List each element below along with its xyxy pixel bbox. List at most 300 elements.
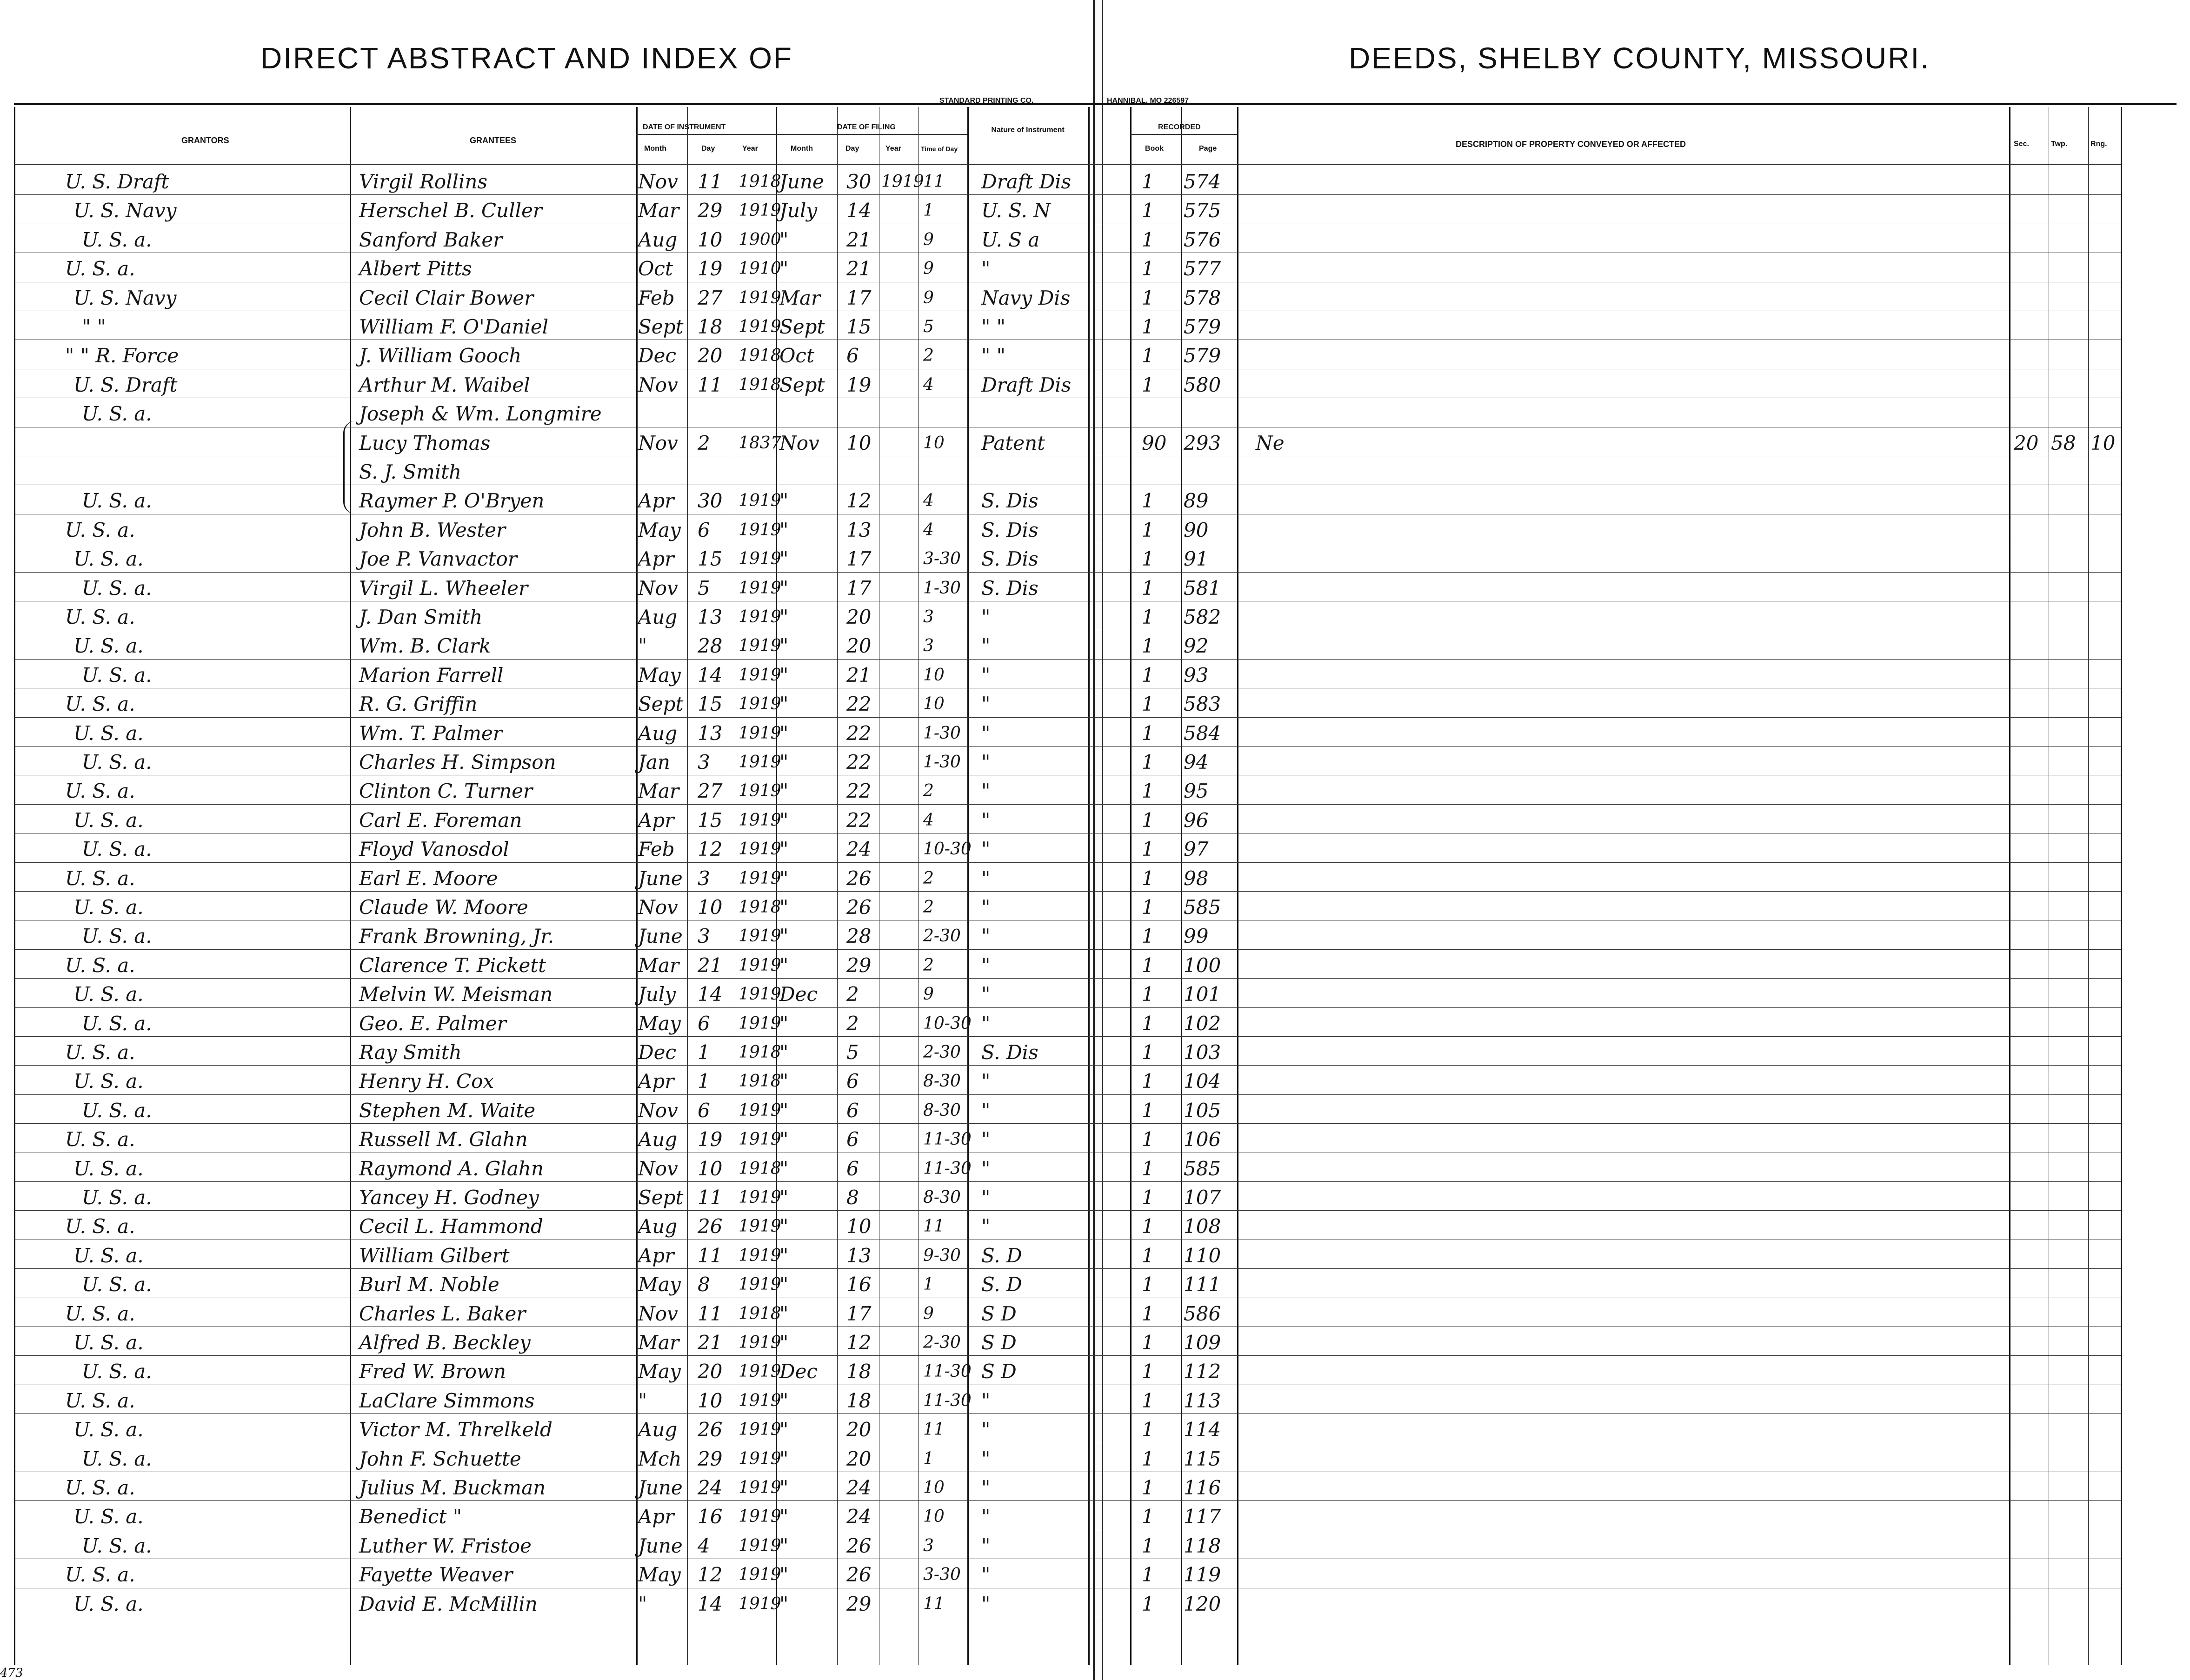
filing-time-cell: 10 bbox=[923, 433, 945, 453]
instrument-day-cell: 15 bbox=[698, 693, 723, 716]
grantee-cell: Russell M. Glahn bbox=[359, 1128, 528, 1151]
instrument-month-cell: " bbox=[638, 1592, 647, 1615]
grantor-cell: U. S. a. bbox=[82, 1186, 152, 1209]
page-cell: 579 bbox=[1184, 344, 1221, 367]
grantee-cell: Burl M. Noble bbox=[359, 1273, 499, 1296]
instrument-month-cell: Apr bbox=[638, 1070, 674, 1093]
grantor-cell: U. S. a. bbox=[65, 1302, 135, 1325]
instrument-day-cell: 26 bbox=[698, 1418, 723, 1441]
filing-time-cell: 3 bbox=[923, 607, 934, 627]
instrument-day-cell: 10 bbox=[698, 228, 723, 251]
book-cell: 1 bbox=[1142, 373, 1154, 396]
grantee-cell: Floyd Vanosdol bbox=[359, 838, 509, 861]
filing-day-cell: 10 bbox=[846, 431, 872, 454]
column-rule bbox=[1237, 107, 1238, 1665]
filing-day-cell: 21 bbox=[846, 257, 872, 280]
nature-cell: S D bbox=[981, 1331, 1017, 1354]
grantor-cell: U. S. a. bbox=[82, 1273, 152, 1296]
book-cell: 1 bbox=[1142, 1534, 1154, 1557]
book-cell: 1 bbox=[1142, 1041, 1154, 1064]
grantee-cell: David E. McMillin bbox=[359, 1592, 538, 1615]
instrument-year-cell: 1919 bbox=[739, 1188, 781, 1207]
filing-time-cell: 2 bbox=[923, 781, 934, 801]
filing-time-cell: 11 bbox=[923, 172, 945, 191]
grantor-cell: U. S. a. bbox=[82, 489, 152, 513]
grantee-cell: Marion Farrell bbox=[359, 663, 504, 687]
row-rule bbox=[14, 659, 2121, 660]
filing-month-cell: " bbox=[779, 1041, 789, 1064]
filing-month-cell: July bbox=[779, 199, 818, 222]
grantee-cell: R. G. Griffin bbox=[359, 693, 478, 716]
grantee-cell: S. J. Smith bbox=[359, 460, 462, 483]
book-cell: 1 bbox=[1142, 170, 1154, 193]
instrument-day-cell: 21 bbox=[698, 953, 723, 977]
instrument-year-cell: 1919 bbox=[739, 927, 781, 946]
filing-time-cell: 11 bbox=[923, 1420, 945, 1440]
page-cell: 577 bbox=[1184, 257, 1221, 280]
grantor-cell: U. S. a. bbox=[73, 983, 144, 1006]
page-cell: 111 bbox=[1184, 1273, 1221, 1296]
header-description: DESCRIPTION OF PROPERTY CONVEYED OR AFFECTED bbox=[1456, 140, 1686, 149]
grantee-cell: Stephen M. Waite bbox=[359, 1099, 536, 1122]
nature-cell: " " bbox=[981, 344, 1005, 367]
filing-time-cell: 2 bbox=[923, 955, 934, 975]
instrument-day-cell: 10 bbox=[698, 1389, 723, 1412]
filing-time-cell: 4 bbox=[923, 810, 934, 830]
grantor-cell: U. S. a. bbox=[65, 257, 135, 280]
instrument-day-cell: 3 bbox=[698, 867, 710, 890]
column-rule bbox=[837, 107, 838, 1665]
header-time-of-day: Time of Day bbox=[921, 145, 958, 153]
book-cell: 1 bbox=[1142, 1186, 1154, 1209]
nature-cell: " bbox=[981, 780, 991, 803]
filing-month-cell: " bbox=[779, 1186, 789, 1209]
instrument-month-cell: Mch bbox=[638, 1447, 682, 1470]
page-cell: 580 bbox=[1184, 373, 1221, 396]
grantor-cell: U. S. a. bbox=[65, 867, 135, 890]
book-cell: 1 bbox=[1142, 286, 1154, 309]
instrument-month-cell: Sept bbox=[638, 1186, 684, 1209]
instrument-year-cell: 1919 bbox=[739, 1246, 781, 1265]
column-rule bbox=[2088, 107, 2089, 1665]
filing-day-cell: 15 bbox=[846, 315, 872, 338]
grantor-cell: U. S. a. bbox=[82, 1099, 152, 1122]
instrument-year-cell: 1919 bbox=[739, 723, 781, 743]
nature-cell: S D bbox=[981, 1302, 1017, 1325]
grantor-cell: U. S. a. bbox=[73, 547, 144, 571]
rng-cell: 10 bbox=[2090, 431, 2116, 454]
filing-time-cell: 9 bbox=[923, 259, 934, 279]
filing-time-cell: 9 bbox=[923, 288, 934, 307]
nature-cell: " bbox=[981, 1447, 991, 1470]
filing-day-cell: 22 bbox=[846, 693, 872, 716]
filing-time-cell: 4 bbox=[923, 375, 934, 394]
page-edge-mark: 473 bbox=[0, 1666, 23, 1680]
book-cell: 1 bbox=[1142, 808, 1154, 832]
page-cell: 92 bbox=[1184, 634, 1209, 658]
book-cell: 1 bbox=[1142, 838, 1154, 861]
page-cell: 582 bbox=[1184, 606, 1221, 628]
instrument-year-cell: 1918 bbox=[739, 1304, 781, 1323]
filing-month-cell: " bbox=[779, 1099, 789, 1122]
nature-cell: " bbox=[981, 1592, 991, 1615]
instrument-year-cell: 1919 bbox=[739, 201, 781, 220]
instrument-day-cell: 8 bbox=[698, 1273, 710, 1296]
grantor-cell: U. S. a. bbox=[82, 663, 152, 687]
grantee-cell: Clinton C. Turner bbox=[359, 780, 533, 803]
filing-time-cell: 11-30 bbox=[923, 1362, 972, 1381]
nature-cell: " bbox=[981, 1476, 991, 1499]
book-cell: 1 bbox=[1142, 1360, 1154, 1383]
nature-cell: " bbox=[981, 606, 991, 628]
book-cell: 1 bbox=[1142, 606, 1154, 628]
grantor-cell: " " R. Force bbox=[65, 344, 179, 367]
nature-cell: " bbox=[981, 1070, 991, 1093]
book-cell: 1 bbox=[1142, 257, 1154, 280]
book-cell: 1 bbox=[1142, 228, 1154, 251]
instrument-year-cell: 1919 bbox=[739, 753, 781, 772]
nature-cell: " bbox=[981, 1505, 991, 1528]
page-cell: 102 bbox=[1184, 1012, 1221, 1035]
nature-cell: Draft Dis bbox=[981, 170, 1072, 193]
grantor-cell: U. S. a. bbox=[73, 1244, 144, 1267]
filing-day-cell: 6 bbox=[846, 1157, 859, 1180]
nature-cell: " bbox=[981, 808, 991, 832]
column-rule bbox=[687, 107, 688, 1665]
book-cell: 1 bbox=[1142, 721, 1154, 745]
instrument-year-cell: 1919 bbox=[739, 1217, 781, 1236]
grantor-cell: U. S. a. bbox=[82, 1447, 152, 1470]
grantor-cell: U. S. a. bbox=[73, 1418, 144, 1441]
filing-time-cell: 2 bbox=[923, 898, 934, 917]
grantee-cell: Lucy Thomas bbox=[359, 431, 491, 454]
page-cell: 100 bbox=[1184, 953, 1221, 977]
instrument-day-cell: 6 bbox=[698, 1099, 710, 1122]
filing-time-cell: 2-30 bbox=[923, 927, 961, 946]
grantee-cell: Fayette Weaver bbox=[359, 1563, 513, 1587]
header-date-of-instrument: DATE OF INSTRUMENT bbox=[643, 123, 726, 131]
filing-day-cell: 17 bbox=[846, 286, 872, 309]
page-cell: 103 bbox=[1184, 1041, 1221, 1064]
grantor-cell: U. S. a. bbox=[82, 751, 152, 773]
filing-day-cell: 24 bbox=[846, 838, 872, 861]
book-cell: 1 bbox=[1142, 867, 1154, 890]
grantee-cell: Cecil L. Hammond bbox=[359, 1215, 543, 1238]
page-cell: 96 bbox=[1184, 808, 1209, 832]
nature-cell: " bbox=[981, 953, 991, 977]
instrument-day-cell: 29 bbox=[698, 199, 723, 222]
instrument-year-cell: 1919 bbox=[739, 840, 781, 859]
instrument-year-cell: 1900 bbox=[739, 230, 781, 249]
sec-cell: 20 bbox=[2014, 431, 2039, 454]
filing-time-cell: 1 bbox=[923, 1275, 934, 1294]
instrument-month-cell: Nov bbox=[638, 170, 678, 193]
header-rule bbox=[14, 103, 2177, 105]
instrument-year-cell: 1919 bbox=[739, 288, 781, 307]
nature-cell: Draft Dis bbox=[981, 373, 1072, 396]
filing-day-cell: 19 bbox=[846, 373, 872, 396]
nature-cell: " bbox=[981, 1128, 991, 1151]
instrument-month-cell: Aug bbox=[638, 1215, 678, 1238]
book-cell: 1 bbox=[1142, 751, 1154, 773]
instrument-day-cell: 11 bbox=[698, 1302, 723, 1325]
filing-month-cell: " bbox=[779, 1244, 789, 1267]
filing-month-cell: " bbox=[779, 634, 789, 658]
instrument-year-cell: 1919 bbox=[739, 317, 781, 336]
filing-month-cell: " bbox=[779, 228, 789, 251]
header-twp: Twp. bbox=[2051, 140, 2068, 148]
instrument-day-cell: 19 bbox=[698, 257, 723, 280]
filing-time-cell: 2-30 bbox=[923, 1333, 961, 1352]
grantee-cell: Fred W. Brown bbox=[359, 1360, 506, 1383]
grantor-cell: U. S. Draft bbox=[65, 170, 169, 193]
filing-day-cell: 20 bbox=[846, 1418, 872, 1441]
instrument-year-cell: 1919 bbox=[739, 1275, 781, 1294]
instrument-day-cell: 13 bbox=[698, 606, 723, 628]
filing-day-cell: 18 bbox=[846, 1360, 872, 1383]
page-cell: 585 bbox=[1184, 896, 1221, 919]
column-rule bbox=[636, 107, 638, 1665]
instrument-day-cell: 26 bbox=[698, 1215, 723, 1238]
filing-month-cell: " bbox=[779, 780, 789, 803]
filing-month-cell: " bbox=[779, 1534, 789, 1557]
instrument-year-cell: 1918 bbox=[739, 1072, 781, 1091]
grantor-cell: U. S. a. bbox=[82, 925, 152, 948]
nature-cell: " bbox=[981, 257, 991, 280]
instrument-year-cell: 1919 bbox=[739, 578, 781, 598]
book-cell: 1 bbox=[1142, 693, 1154, 716]
column-rule bbox=[2121, 107, 2122, 1665]
nature-cell: " bbox=[981, 1389, 991, 1412]
grantor-cell: U. S. a. bbox=[65, 1215, 135, 1238]
filing-day-cell: 29 bbox=[846, 953, 872, 977]
filing-time-cell: 8-30 bbox=[923, 1188, 961, 1207]
filing-month-cell: " bbox=[779, 838, 789, 861]
book-cell: 1 bbox=[1142, 1418, 1154, 1441]
page-cell: 583 bbox=[1184, 693, 1221, 716]
header-month: Month bbox=[644, 145, 666, 153]
page-cell: 117 bbox=[1184, 1505, 1221, 1528]
filing-day-cell: 21 bbox=[846, 228, 872, 251]
nature-cell: " bbox=[981, 925, 991, 948]
grantee-group-brace bbox=[343, 421, 357, 514]
filing-month-cell: " bbox=[779, 1070, 789, 1093]
instrument-year-cell: 1919 bbox=[739, 1565, 781, 1585]
book-cell: 90 bbox=[1142, 431, 1167, 454]
title-right: DEEDS, SHELBY COUNTY, MISSOURI. bbox=[1349, 41, 1930, 75]
grantor-cell: U. S. a. bbox=[73, 721, 144, 745]
grantee-cell: Virgil Rollins bbox=[359, 170, 488, 193]
nature-cell: " bbox=[981, 1534, 991, 1557]
nature-cell: S. Dis bbox=[981, 489, 1038, 513]
page-cell: 98 bbox=[1184, 867, 1209, 890]
instrument-year-cell: 1919 bbox=[739, 520, 781, 540]
page-cell: 97 bbox=[1184, 838, 1209, 861]
filing-day-cell: 5 bbox=[846, 1041, 859, 1064]
instrument-month-cell: Apr bbox=[638, 1505, 674, 1528]
book-binding bbox=[1093, 0, 1103, 1680]
grantee-cell: Melvin W. Meisman bbox=[359, 983, 553, 1006]
header-filing-month: Month bbox=[791, 145, 813, 153]
filing-month-cell: " bbox=[779, 1447, 789, 1470]
twp-cell: 58 bbox=[2051, 431, 2076, 454]
filing-month-cell: Sept bbox=[779, 373, 825, 396]
grantor-cell: U. S. a. bbox=[82, 1012, 152, 1035]
filing-month-cell: " bbox=[779, 1389, 789, 1412]
instrument-day-cell: 24 bbox=[698, 1476, 723, 1499]
nature-cell: " bbox=[981, 663, 991, 687]
instrument-month-cell: Dec bbox=[638, 344, 677, 367]
grantor-cell: U. S. a. bbox=[82, 402, 152, 426]
instrument-month-cell: Apr bbox=[638, 1244, 674, 1267]
grantor-cell: U. S. a. bbox=[65, 1128, 135, 1151]
filing-day-cell: 26 bbox=[846, 867, 872, 890]
grantor-cell: U. S. Navy bbox=[73, 199, 177, 222]
column-rule bbox=[14, 107, 15, 1665]
grantee-cell: Raymer P. O'Bryen bbox=[359, 489, 545, 513]
instrument-year-cell: 1919 bbox=[739, 1013, 781, 1033]
instrument-day-cell: 11 bbox=[698, 373, 723, 396]
instrument-day-cell: 6 bbox=[698, 1012, 710, 1035]
header-sec: Sec. bbox=[2014, 140, 2029, 148]
instrument-day-cell: 20 bbox=[698, 344, 723, 367]
grantor-cell: U. S. a. bbox=[65, 953, 135, 977]
instrument-year-cell: 1918 bbox=[739, 898, 781, 917]
grantor-cell: U. S. Navy bbox=[73, 286, 177, 309]
instrument-month-cell: Jan bbox=[638, 751, 670, 773]
instrument-month-cell: Oct bbox=[638, 257, 673, 280]
row-rule bbox=[14, 1355, 2121, 1356]
filing-time-cell: 9 bbox=[923, 985, 934, 1004]
grantor-cell: U. S. a. bbox=[73, 896, 144, 919]
filing-day-cell: 2 bbox=[846, 1012, 859, 1035]
instrument-year-cell: 1919 bbox=[739, 665, 781, 685]
instrument-day-cell: 11 bbox=[698, 1186, 723, 1209]
book-cell: 1 bbox=[1142, 1302, 1154, 1325]
row-rule bbox=[14, 949, 2121, 950]
grantee-cell: Luther W. Fristoe bbox=[359, 1534, 532, 1557]
book-cell: 1 bbox=[1142, 1012, 1154, 1035]
filing-month-cell: Mar bbox=[779, 286, 821, 309]
nature-cell: " bbox=[981, 751, 991, 773]
filing-time-cell: 11-30 bbox=[923, 1391, 972, 1410]
instrument-year-cell: 1919 bbox=[739, 549, 781, 569]
filing-time-cell: 3 bbox=[923, 1536, 934, 1555]
nature-cell: " bbox=[981, 867, 991, 890]
nature-cell: " bbox=[981, 1563, 991, 1587]
book-cell: 1 bbox=[1142, 199, 1154, 222]
instrument-year-cell: 1919 bbox=[739, 810, 781, 830]
grantor-cell: U. S. a. bbox=[65, 1389, 135, 1412]
instrument-year-cell: 1919 bbox=[739, 1507, 781, 1527]
filing-day-cell: 14 bbox=[846, 199, 872, 222]
instrument-month-cell: May bbox=[638, 1360, 681, 1383]
filing-month-cell: " bbox=[779, 1302, 789, 1325]
title-left: DIRECT ABSTRACT AND INDEX OF bbox=[260, 41, 793, 75]
page-cell: 119 bbox=[1184, 1563, 1221, 1587]
row-rule bbox=[14, 862, 2121, 863]
page-cell: 120 bbox=[1184, 1592, 1221, 1615]
grantor-cell: U. S. a. bbox=[73, 1505, 144, 1528]
filing-day-cell: 26 bbox=[846, 896, 872, 919]
page-cell: 293 bbox=[1184, 431, 1221, 454]
nature-cell: S. Dis bbox=[981, 1041, 1038, 1064]
page-cell: 110 bbox=[1184, 1244, 1221, 1267]
filing-month-cell: " bbox=[779, 1476, 789, 1499]
instrument-day-cell: 21 bbox=[698, 1331, 723, 1354]
instrument-year-cell: 1837 bbox=[739, 433, 781, 453]
instrument-month-cell: May bbox=[638, 663, 681, 687]
grantee-cell: J. William Gooch bbox=[359, 344, 522, 367]
filing-day-cell: 10 bbox=[846, 1215, 872, 1238]
grantee-cell: Virgil L. Wheeler bbox=[359, 576, 528, 600]
filing-time-cell: 10 bbox=[923, 1507, 945, 1527]
filing-day-cell: 6 bbox=[846, 1128, 859, 1151]
nature-cell: " bbox=[981, 1157, 991, 1180]
book-cell: 1 bbox=[1142, 344, 1154, 367]
nature-cell: " bbox=[981, 1215, 991, 1238]
grantee-cell: Cecil Clair Bower bbox=[359, 286, 534, 309]
instrument-month-cell: Nov bbox=[638, 373, 678, 396]
filing-day-cell: 17 bbox=[846, 1302, 872, 1325]
row-rule bbox=[14, 1413, 2121, 1414]
filing-month-cell: " bbox=[779, 518, 789, 541]
row-rule bbox=[14, 194, 2121, 195]
nature-cell: S. Dis bbox=[981, 547, 1038, 571]
nature-cell: S. Dis bbox=[981, 518, 1038, 541]
instrument-day-cell: 28 bbox=[698, 634, 723, 658]
grantor-cell: U. S. a. bbox=[73, 634, 144, 658]
filing-month-cell: " bbox=[779, 1331, 789, 1354]
instrument-day-cell: 6 bbox=[698, 518, 710, 541]
header-page: Page bbox=[1199, 145, 1217, 153]
filing-day-cell: 22 bbox=[846, 808, 872, 832]
instrument-day-cell: 16 bbox=[698, 1505, 723, 1528]
instrument-day-cell: 1 bbox=[698, 1070, 710, 1093]
filing-month-cell: Nov bbox=[779, 431, 819, 454]
page-cell: 114 bbox=[1184, 1418, 1221, 1441]
instrument-day-cell: 29 bbox=[698, 1447, 723, 1470]
book-cell: 1 bbox=[1142, 1215, 1154, 1238]
instrument-year-cell: 1919 bbox=[739, 781, 781, 801]
nature-cell: " bbox=[981, 1418, 991, 1441]
filing-month-cell: " bbox=[779, 1157, 789, 1180]
filing-day-cell: 30 bbox=[846, 170, 872, 193]
page-cell: 101 bbox=[1184, 983, 1221, 1006]
grantee-cell: Carl E. Foreman bbox=[359, 808, 522, 832]
instrument-year-cell: 1919 bbox=[739, 1391, 781, 1410]
row-rule bbox=[14, 978, 2121, 979]
filing-month-cell: " bbox=[779, 896, 789, 919]
page-cell: 576 bbox=[1184, 228, 1221, 251]
instrument-month-cell: Nov bbox=[638, 431, 678, 454]
filing-time-cell: 1 bbox=[923, 1449, 934, 1468]
instrument-year-cell: 1919 bbox=[739, 491, 781, 511]
nature-cell: " bbox=[981, 838, 991, 861]
page-cell: 95 bbox=[1184, 780, 1209, 803]
filing-month-cell: June bbox=[779, 170, 824, 193]
instrument-month-cell: Feb bbox=[638, 286, 675, 309]
filing-day-cell: 24 bbox=[846, 1476, 872, 1499]
grantee-cell: Albert Pitts bbox=[359, 257, 472, 280]
filing-time-cell: 9 bbox=[923, 230, 934, 249]
instrument-year-cell: 1919 bbox=[739, 694, 781, 714]
grantee-cell: Earl E. Moore bbox=[359, 867, 498, 890]
grantor-cell: U. S. a. bbox=[73, 1157, 144, 1180]
filing-month-cell: Sept bbox=[779, 315, 825, 338]
instrument-month-cell: May bbox=[638, 1012, 681, 1035]
page-cell: 575 bbox=[1184, 199, 1221, 222]
